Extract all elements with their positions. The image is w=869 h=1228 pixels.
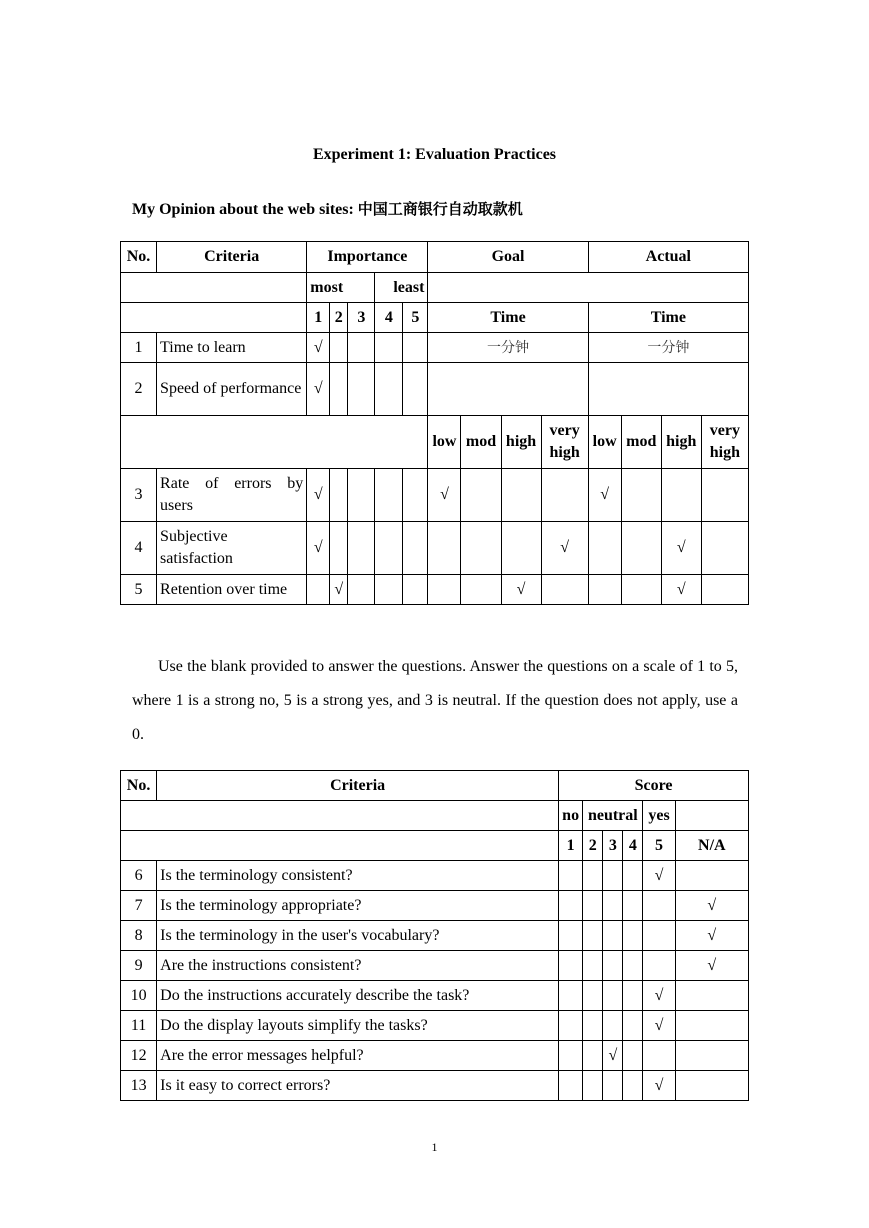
actual-level-high: high [661,416,701,469]
score-mark [623,861,643,891]
subtitle-label: My Opinion about the web sites: [132,201,354,218]
score-mark: √ [675,891,748,921]
goal-level-low: low [428,416,461,469]
row-no: 1 [121,333,157,363]
importance-most-label: most [307,273,375,303]
table-row [121,1041,749,1071]
header-criteria: Criteria [157,771,559,801]
row-no: 10 [121,981,157,1011]
score-mark: √ [675,951,748,981]
levels-time-row [121,303,749,333]
importance-mark [403,363,428,416]
goal-time-value: 一分钟 [428,333,588,363]
score-mark [675,1041,748,1071]
importance-level-3: 3 [348,303,375,333]
actual-mark: √ [661,575,701,605]
row-no: 12 [121,1041,157,1071]
score-mark [559,861,583,891]
actual-mark: √ [661,522,701,575]
score-mark [623,951,643,981]
score-mark: √ [675,921,748,951]
actual-mark [661,469,701,522]
score-mark: √ [643,861,675,891]
goal-mark [428,522,461,575]
table-row [121,891,749,921]
importance-mark: √ [307,469,330,522]
score-mark [623,1011,643,1041]
row-criteria: Speed of performance [157,363,307,416]
goal-mark [428,575,461,605]
score-mark [603,891,623,921]
score-mark: √ [603,1041,623,1071]
score-mark [603,1071,623,1101]
scale-word-neutral: neutral [583,801,643,831]
scale-5: 5 [643,831,675,861]
actual-mark [621,522,661,575]
importance-mark: √ [307,363,330,416]
empty-cell [121,831,559,861]
actual-mark [588,575,621,605]
importance-mark [348,469,375,522]
header-actual: Actual [588,242,748,273]
importance-mark [375,522,403,575]
subtitle [132,198,523,219]
instructions-paragraph [132,650,738,752]
goal-mark [541,575,588,605]
header-criteria: Criteria [157,242,307,273]
scale-1: 1 [559,831,583,861]
score-mark [603,921,623,951]
goal-mark [461,522,501,575]
importance-mark [375,333,403,363]
scale-word-no: no [559,801,583,831]
table-row [121,333,749,363]
importance-mark: √ [307,522,330,575]
importance-level-5: 5 [403,303,428,333]
scale-4: 4 [623,831,643,861]
subtitle-site-name: 中国工商银行自动取款机 [357,200,523,218]
header-score: Score [559,771,749,801]
actual-mark [701,469,748,522]
importance-mark [403,333,428,363]
goal-mark [461,575,501,605]
importance-mark [330,522,348,575]
score-mark: √ [643,1011,675,1041]
actual-level-mod: mod [621,416,661,469]
row-no: 9 [121,951,157,981]
goal-mark [501,469,541,522]
empty-cell [428,273,749,303]
score-mark [643,921,675,951]
score-mark [675,1071,748,1101]
table-row [121,363,749,416]
row-no: 2 [121,363,157,416]
score-mark [583,861,603,891]
importance-mark [348,333,375,363]
importance-level-2: 2 [330,303,348,333]
goal-mark: √ [428,469,461,522]
actual-level-very-high: very high [701,416,748,469]
importance-scale-row [121,273,749,303]
row-criteria: Are the instructions consistent? [157,951,559,981]
row-criteria: Retention over time [157,575,307,605]
score-mark: √ [643,981,675,1011]
row-criteria: Is it easy to correct errors? [157,1071,559,1101]
scale-3: 3 [603,831,623,861]
row-criteria: Are the error messages helpful? [157,1041,559,1071]
goal-mark [461,469,501,522]
importance-mark [375,363,403,416]
row-criteria: Rate of errors by users [157,469,307,522]
header-no: No. [121,242,157,273]
row-no: 8 [121,921,157,951]
importance-mark [348,522,375,575]
actual-level-low: low [588,416,621,469]
table-row [121,469,749,522]
table-row [121,981,749,1011]
header-no: No. [121,771,157,801]
row-no: 6 [121,861,157,891]
importance-level-1: 1 [307,303,330,333]
scale-na: N/A [675,831,748,861]
importance-least-label: least [375,273,428,303]
evaluation-table [120,241,749,605]
goal-mark [541,469,588,522]
actual-mark [621,469,661,522]
goal-level-very-high: very high [541,416,588,469]
actual-mark [621,575,661,605]
actual-mark: √ [588,469,621,522]
scale-2: 2 [583,831,603,861]
score-mark [675,1011,748,1041]
row-no: 13 [121,1071,157,1101]
header-importance: Importance [307,242,428,273]
score-mark [603,981,623,1011]
score-mark [603,1011,623,1041]
row-no: 7 [121,891,157,921]
score-mark [583,921,603,951]
score-mark [583,891,603,921]
table-row [121,1011,749,1041]
actual-time-value: 一分钟 [588,333,748,363]
table-row [121,1071,749,1101]
score-mark [559,921,583,951]
table-row [121,951,749,981]
row-criteria: Is the terminology in the user's vocabulary? [157,921,559,951]
empty-cell [121,273,307,303]
row-no: 4 [121,522,157,575]
importance-mark: √ [330,575,348,605]
score-rows [121,861,749,1101]
header-goal: Goal [428,242,588,273]
importance-mark [330,469,348,522]
score-mark [675,861,748,891]
importance-mark: √ [307,333,330,363]
score-mark [583,1041,603,1071]
table-row [121,921,749,951]
table2-header-row [121,771,749,801]
importance-mark [403,575,428,605]
level-header-row [121,416,749,469]
page-number: 1 [431,1140,438,1154]
goal-mark [501,522,541,575]
score-mark [603,861,623,891]
actual-time-label: Time [588,303,748,333]
actual-time-value [588,363,748,416]
importance-mark [403,469,428,522]
score-mark [559,1071,583,1101]
page-title: Experiment 1: Evaluation Practices [312,146,557,163]
goal-time-value [428,363,588,416]
score-mark [623,921,643,951]
score-mark [603,951,623,981]
table-row [121,861,749,891]
importance-mark [348,575,375,605]
score-mark [623,981,643,1011]
row-criteria: Is the terminology appropriate? [157,891,559,921]
empty-cell [121,303,307,333]
row-criteria: Subjective satisfaction [157,522,307,575]
goal-time-label: Time [428,303,588,333]
score-mark [559,1041,583,1071]
importance-mark [348,363,375,416]
instructions-text: Use the blank provided to answer the questions. Answer the questions on a scale of 1 to 5, where 1 is a strong no, 5 is a strong yes, and 3 is neutral. If the question does not apply, use a 0. [132,658,738,743]
score-mark [623,1071,643,1101]
importance-mark [330,363,348,416]
empty-cell [121,416,428,469]
score-mark [643,951,675,981]
score-mark [675,981,748,1011]
score-mark: √ [643,1071,675,1101]
score-mark [559,951,583,981]
score-mark [559,981,583,1011]
score-mark [583,951,603,981]
importance-mark [307,575,330,605]
importance-mark [330,333,348,363]
goal-mark: √ [541,522,588,575]
actual-mark [701,522,748,575]
table-row [121,522,749,575]
table-row [121,575,749,605]
importance-level-4: 4 [375,303,403,333]
empty-cell [121,801,559,831]
scale-words-row [121,801,749,831]
importance-mark [375,469,403,522]
row-criteria: Do the display layouts simplify the tasks? [157,1011,559,1041]
score-mark [583,1071,603,1101]
goal-level-high: high [501,416,541,469]
empty-cell [675,801,748,831]
score-mark [583,1011,603,1041]
goal-level-mod: mod [461,416,501,469]
row-criteria: Is the terminology consistent? [157,861,559,891]
row-no: 5 [121,575,157,605]
row-no: 11 [121,1011,157,1041]
row-criteria: Time to learn [157,333,307,363]
score-mark [643,891,675,921]
goal-mark: √ [501,575,541,605]
scale-word-yes: yes [643,801,675,831]
score-table [120,770,749,1101]
actual-mark [588,522,621,575]
score-mark [643,1041,675,1071]
table1-header-row [121,242,749,273]
score-mark [623,891,643,921]
importance-mark [375,575,403,605]
row-criteria: Do the instructions accurately describe the task? [157,981,559,1011]
score-mark [559,1011,583,1041]
score-mark [559,891,583,921]
score-mark [623,1041,643,1071]
actual-mark [701,575,748,605]
row-no: 3 [121,469,157,522]
score-mark [583,981,603,1011]
importance-mark [403,522,428,575]
scale-numbers-row [121,831,749,861]
